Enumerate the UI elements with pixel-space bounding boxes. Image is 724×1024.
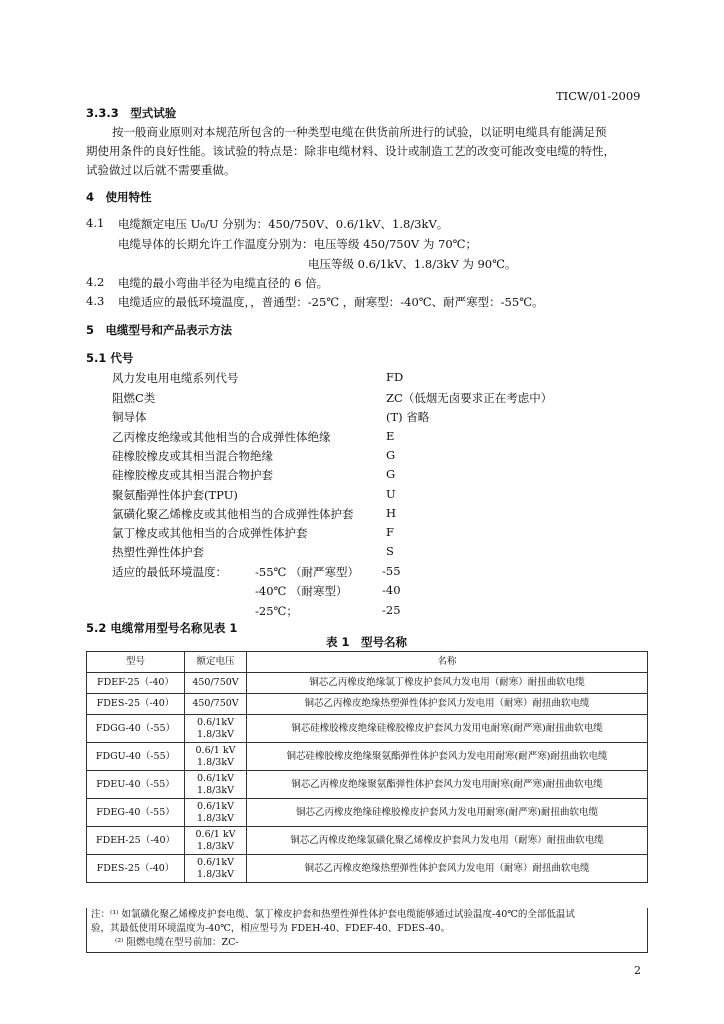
code-label: 热塑性弹性体护套 [112, 545, 204, 559]
code-label: 阻燃C类 [112, 391, 156, 405]
item-4-3-text: 电缆适应的最低环境温度，，普通型：-25℃ ，耐寒型：-40℃、耐严寒型：-55℃。 [118, 295, 544, 309]
section-333-line-3: 试验做过以后就不需要重做。 [86, 163, 236, 177]
code-label: 聚氨酯弹性体护套(TPU) [112, 488, 238, 502]
temperature-desc: -25℃； [255, 604, 298, 618]
item-4-1-number: 4.1 [86, 216, 105, 230]
cell-voltage: 0.6/1 kV 1.8/3kV [185, 743, 247, 771]
section-333-line-2: 期使用条件的良好性能。该试验的特点是：除非电缆材料、设计或制造工艺的改变可能改变电缆的特性， [86, 144, 615, 158]
table-caption: 表 1 型号名称 [326, 635, 408, 649]
table-note [86, 908, 648, 953]
cell-voltage: 0.6/1kV 1.8/3kV [185, 715, 247, 743]
cell-name: 铜芯硅橡胶橡皮绝缘硅橡胶橡皮护套风力发用电耐寒(耐严寒)耐扭曲软电缆 [247, 715, 648, 743]
code-label: 硅橡胶橡皮或其相当混合物护套 [112, 468, 273, 482]
cell-model: FDEH-25（-40） [87, 827, 185, 855]
item-4-2-number: 4.2 [86, 275, 105, 289]
section-333-heading: 3.3.3 型式试验 [86, 106, 177, 120]
code-value: (T) 省略 [386, 410, 430, 424]
table-row [87, 673, 648, 694]
cell-voltage: 0.6/1 kV 1.8/3kV [185, 827, 247, 855]
code-value: S [386, 544, 394, 558]
cell-voltage: 450/750V [185, 694, 247, 715]
code-value: ZC（低烟无卤要求正在考虑中） [386, 391, 553, 405]
cell-model: FDEF-25（-40） [87, 673, 185, 694]
cell-voltage: 0.6/1kV 1.8/3kV [185, 771, 247, 799]
code-value: F [386, 525, 394, 539]
table-row [87, 771, 648, 799]
section-5-heading: 5 电缆型号和产品表示方法 [86, 323, 233, 337]
code-label: 乙丙橡皮绝缘或其他相当的合成弹性体绝缘 [112, 430, 331, 444]
table-row [87, 715, 648, 743]
cell-model: FDEU-40（-55） [87, 771, 185, 799]
cell-voltage: 450/750V [185, 673, 247, 694]
code-value: G [386, 467, 396, 481]
item-4-1-line-1: 电缆额定电压 U₀/U 分别为：450/750V、0.6/1kV、1.8/3kV。 [118, 217, 449, 231]
item-4-2-text: 电缆的最小弯曲半径为电缆直径的 6 倍。 [118, 276, 329, 290]
cell-name: 铜芯硅橡胶橡皮绝缘聚氨酯弹性体护套风力发电用耐寒(耐严寒)耐扭曲软电缆 [247, 743, 648, 771]
cell-voltage: 0.6/1kV 1.8/3kV [185, 855, 247, 883]
code-label: 氯丁橡皮或其他相当的合成弹性体护套 [112, 526, 308, 540]
code-label: 氯磺化聚乙烯橡皮或其他相当的合成弹性体护套 [112, 507, 354, 521]
table-row [87, 743, 648, 771]
cell-name: 铜芯乙丙橡皮绝缘聚氨酯弹性体护套风力发电用耐寒(耐严寒)耐扭曲软电缆 [247, 771, 648, 799]
cell-model: FDES-25（-40） [87, 694, 185, 715]
page-number: 2 [634, 964, 641, 977]
table-row [87, 855, 648, 883]
cell-name: 铜芯乙丙橡皮绝缘热塑弹性体护套风力发电用（耐寒）耐扭曲软电缆 [247, 855, 648, 883]
cell-name: 铜芯乙丙橡皮绝缘热塑弹性体护套风力发电用（耐寒）耐扭曲软电缆 [247, 694, 648, 715]
table-row [87, 827, 648, 855]
table-row [87, 694, 648, 715]
table-header-row [87, 652, 648, 673]
note-line-1: 注：⁽¹⁾ 如氯磺化聚乙烯橡皮护套电缆、氯丁橡皮护套和热塑性弹性体护套电缆能够通过试验温度-40℃的全部低温试 [91, 909, 575, 920]
header-name: 名称 [247, 652, 648, 673]
header-model: 型号 [87, 652, 185, 673]
cell-model: FDGG-40（-55） [87, 715, 185, 743]
table-row [87, 799, 648, 827]
code-value: FD [386, 370, 404, 384]
document-id: TICW/01-2009 [556, 89, 641, 103]
note-line-3: ⁽²⁾ 阻燃电缆在型号前加：ZC- [115, 937, 239, 948]
temperature-code: -40 [382, 583, 401, 597]
temperature-code: -25 [382, 603, 401, 617]
cell-model: FDGU-40（-55） [87, 743, 185, 771]
code-label: 硅橡胶橡皮或其相当混合物绝缘 [112, 449, 273, 463]
code-value: U [386, 487, 396, 501]
code-value: G [386, 448, 396, 462]
item-4-1-line-3: 电压等级 0.6/1kV、1.8/3kV 为 90℃。 [308, 257, 517, 271]
cell-name: 铜芯乙丙橡皮绝缘氯丁橡皮护套风力发电用（耐寒）耐扭曲软电缆 [247, 673, 648, 694]
model-table [86, 651, 648, 883]
temperature-code: -55 [382, 564, 401, 578]
code-value: H [386, 506, 397, 520]
temperature-desc: -40℃ （耐寒型） [255, 584, 348, 598]
code-value: E [386, 429, 395, 443]
header-voltage: 额定电压 [185, 652, 247, 673]
temperature-label: 适应的最低环境温度： [112, 565, 227, 579]
code-label: 铜导体 [112, 410, 147, 424]
temperature-desc: -55℃ （耐严寒型） [255, 565, 360, 579]
section-5-1-heading: 5.1 代号 [86, 351, 134, 365]
item-4-3-number: 4.3 [86, 294, 105, 308]
section-5-2-heading: 5.2 电缆常用型号名称见表 1 [86, 621, 238, 635]
cell-model: FDES-25（-40） [87, 855, 185, 883]
item-4-1-line-2: 电缆导体的长期允许工作温度分别为：电压等级 450/750V 为 70℃； [118, 237, 478, 251]
note-line-2: 验，其最低使用环境温度为-40℃，相应型号为 FDEH-40、FDEF-40、FDES-40。 [91, 923, 451, 934]
section-333-line-1: 按一般商业原则对本规范所包含的一种类型电缆在供货前所进行的试验，以证明电缆具有能满足预 [112, 125, 607, 139]
cell-name: 铜芯乙丙橡皮绝缘氯磺化聚乙烯橡皮护套风力发电用（耐寒）耐扭曲软电缆 [247, 827, 648, 855]
section-4-heading: 4 使用特性 [86, 190, 152, 204]
code-label: 风力发电用电缆系列代号 [112, 371, 239, 385]
cell-name: 铜芯乙丙橡皮绝缘硅橡胶橡皮护套风力发电用耐寒(耐严寒)耐扭曲软电缆 [247, 799, 648, 827]
cell-model: FDEG-40（-55） [87, 799, 185, 827]
cell-voltage: 0.6/1kV 1.8/3kV [185, 799, 247, 827]
